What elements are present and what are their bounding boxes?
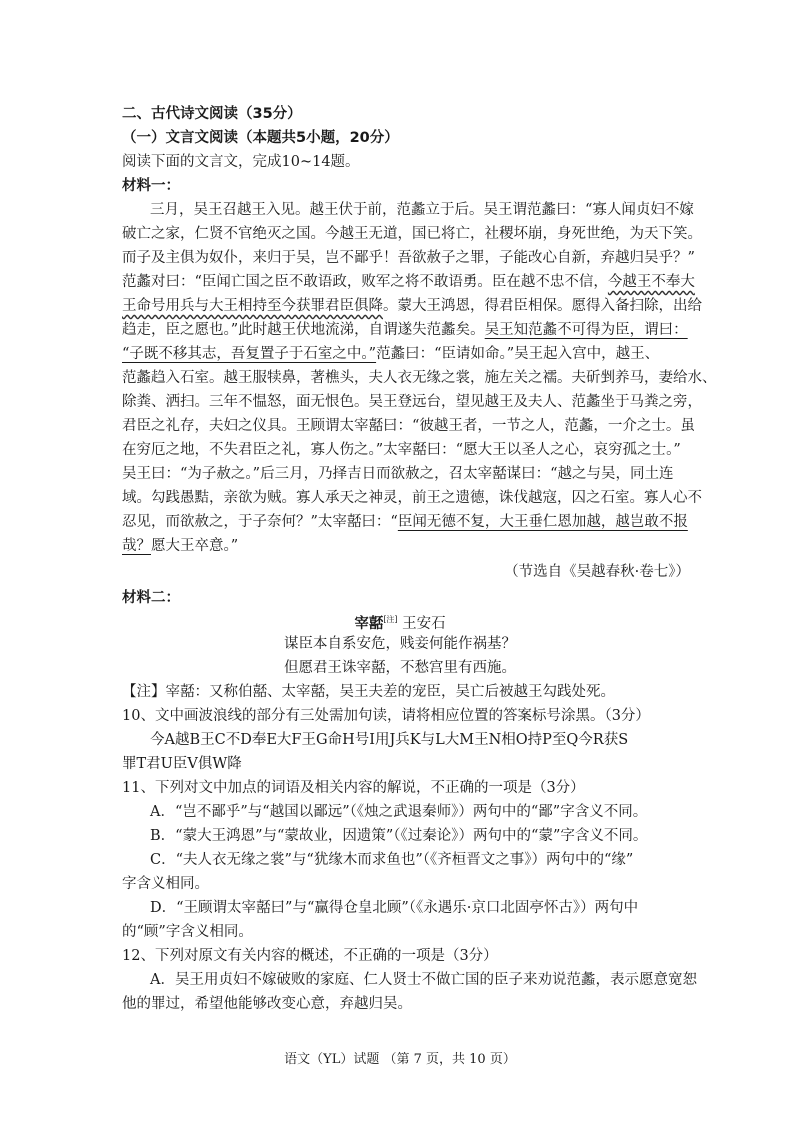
underlined-sentence-2-cont: 哉？ [122, 538, 151, 554]
q12-option-a: A．吴王用贞妇不嫁破败的家庭、仁人贤士不做亡国的臣子来劝说范蠡，表示愿意宽恕 [150, 972, 697, 988]
poem-heading [0, 610, 800, 634]
underlined-sentence-1-cont: “子既不移其志，吾复置子于石室之中。” [122, 346, 377, 362]
poem-note-mark: [注] [383, 615, 398, 624]
m1-line-3: 而子及主俱为奴仆，来归于吴，岂不鄙乎！吾欲赦子之罪，子能改心自新，弃越归吴乎？” [122, 250, 695, 266]
question-10: 10、文中画波浪线的部分有三处需加句读，请将相应位置的答案标号涂黑。（3分） [122, 708, 650, 724]
m1-line-9: 除粪、洒扫。三年不愠怒，面无恨色。吴王登远台，望见越王及夫人、范蠡坐于马粪之旁， [122, 394, 702, 410]
material1-source: （节选自《吴越春秋·卷七》） [504, 564, 690, 580]
question-12: 12、下列对原文有关内容的概述，不正确的一项是（3分） [122, 948, 498, 964]
m1-line-2: 破亡之家，仁贤不官绝灭之国。今越王无道，国已将亡，社稷坏崩，身死世绝，为天下笑。 [122, 226, 702, 242]
q10-options-2: 罪T君U臣V俱W降 [122, 756, 242, 772]
material2-label: 材料二： [122, 590, 180, 606]
instruction: 阅读下面的文言文，完成10~14题。 [122, 154, 360, 170]
m1-line-12: 吴王曰：“为子赦之。”后三月，乃择吉日而欲赦之，召太宰嚭谋曰：“越之与吴，同土连 [122, 466, 674, 482]
m1-line-6-text: 趋走，臣之愿也。”此时越王伏地流涕，自谓遂失范蠡矣。 [122, 322, 485, 338]
underlined-sentence-1: 吴王知范蠡不可得为臣，谓曰： [484, 322, 688, 338]
q11-option-d-cont: 的“顾”字含义相同。 [122, 924, 253, 940]
q11-option-d: D．“王顾谓太宰嚭曰”与“赢得仓皇北顾”（《永遇乐·京口北固亭怀古》）两句中 [150, 900, 639, 916]
m1-line-13: 域。勾践愚黠，亲欲为贼。寡人承天之神灵，前王之遗德，诛伐越寇，囚之石室。寡人心不 [122, 490, 702, 506]
q12-option-a-cont: 他的罪过，希望他能够改变心意，弃越归吴。 [122, 996, 412, 1012]
m1-line-5 [122, 296, 702, 316]
m1-line-5-text: 。蒙大王鸿恩，得君臣相保。愿得入备扫除，出给 [383, 298, 702, 314]
m1-line-6 [122, 320, 688, 340]
m1-line-14 [122, 512, 688, 532]
section-heading: 二、古代诗文阅读（35分） [122, 106, 302, 122]
m1-line-15 [122, 536, 238, 556]
poem-title: 宰嚭 [354, 615, 384, 632]
poem-author: 王安石 [402, 615, 446, 632]
m1-line-8: 范蠡趋入石室。越王服犊鼻，著樵头，夫人衣无缘之裳，施左关之襦。夫斫剉养马，妻给水、 [122, 370, 717, 386]
q11-option-a: A．“岂不鄙乎”与“越国以鄙远”（《烛之武退秦师》）两句中的“鄙”字含义不同。 [150, 804, 648, 820]
m1-line-4-text: 范蠡对曰：“臣闻亡国之臣不敢语政，败军之将不敢语勇。臣在越不忠不信， [122, 274, 608, 290]
wavy-passage-start: 今越王不奉大 [607, 274, 695, 290]
question-11: 11、下列对文中加点的词语及相关内容的解说，不正确的一项是（3分） [122, 780, 585, 796]
wavy-passage-end: 王命号用兵与大王相持至今获罪君臣俱降 [122, 298, 383, 314]
poem-line-1: 谋臣本自系安危，贱妾何能作祸基？ [284, 636, 516, 652]
m1-line-15-text: 愿大王卒意。” [151, 538, 239, 554]
m1-line-10: 君臣之礼存，夫妇之仪具。王顾谓太宰嚭曰：“彼越王者，一节之人，范蠡，一介之士。虽 [122, 418, 695, 434]
underlined-sentence-2: 臣闻无德不复，大王垂仁恩加越，越岂敢不报 [397, 514, 688, 530]
q11-option-c: C．“夫人衣无缘之裳”与“犹缘木而求鱼也”（《齐桓晋文之事》）两句中的“缘” [150, 852, 634, 868]
q11-option-b: B．“蒙大王鸿恩”与“蒙故业，因遗策”（《过秦论》）两句中的“蒙”字含义不同。 [150, 828, 648, 844]
m1-line-1: 三月，吴王召越王入见。越王伏于前，范蠡立于后。吴王谓范蠡曰：“寡人闻贞妇不嫁 [150, 202, 694, 218]
m1-line-4 [122, 272, 695, 292]
page-footer: 语文（YL）试题 （第 7 页，共 10 页） [284, 1052, 516, 1067]
subsection-heading: （一）文言文阅读（本题共5小题，20分） [122, 130, 399, 146]
m1-line-7 [122, 344, 659, 364]
poem-line-2: 但愿君王诛宰嚭，不愁宫里有西施。 [284, 660, 516, 676]
m1-line-14-text: 忍见，而欲赦之，于子奈何？”太宰嚭曰：“ [122, 514, 398, 530]
q11-option-c-cont: 字含义相同。 [122, 876, 209, 892]
m1-line-11: 在穷厄之地，不失君臣之礼，寡人伤之。”太宰嚭曰：“愿大王以圣人之心，哀穷孤之士。” [122, 442, 681, 458]
m1-line-7-text: 范蠡曰：“臣请如命。”吴王起入宫中，越王、 [376, 346, 660, 362]
poem-note: 【注】宰嚭：又称伯嚭、太宰嚭，吴王夫差的宠臣，吴亡后被越王勾践处死。 [122, 684, 615, 700]
material1-label: 材料一： [122, 178, 180, 194]
q10-options-1: 今A越B王C不D奉E大F王G命H号I用J兵K与L大M王N相O持P至Q今R获S [150, 732, 629, 748]
